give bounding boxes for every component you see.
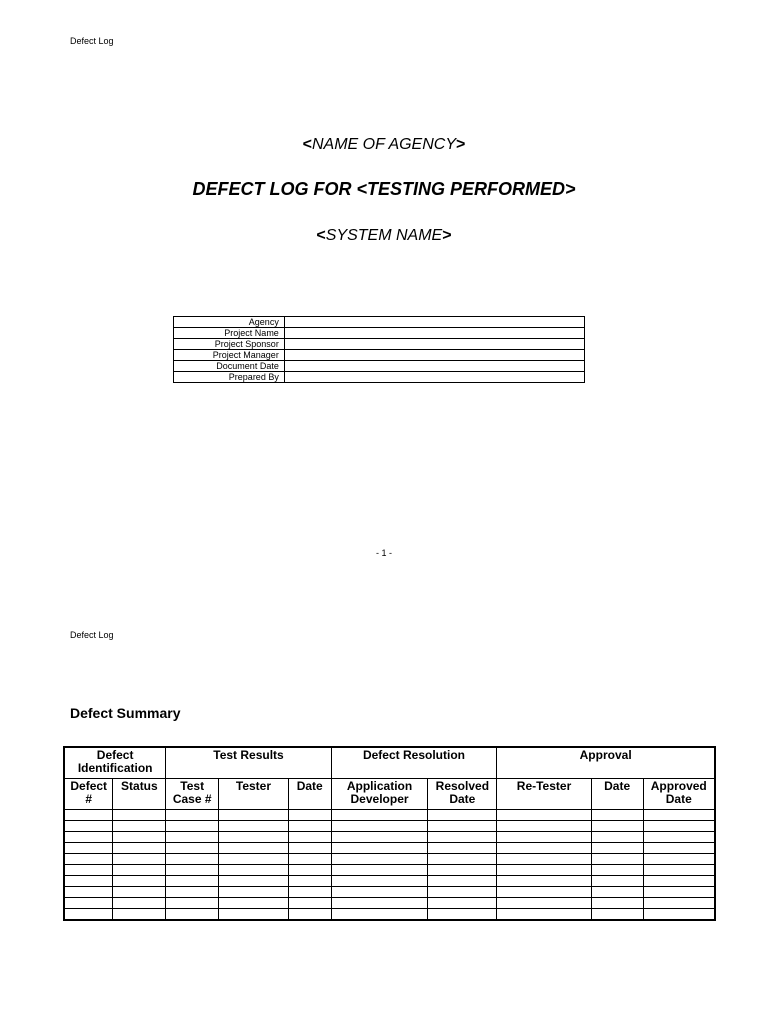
table-cell[interactable] (643, 898, 715, 909)
table-cell[interactable] (113, 843, 166, 854)
table-cell[interactable] (643, 821, 715, 832)
table-cell[interactable] (113, 865, 166, 876)
info-value[interactable] (284, 361, 584, 372)
column-header-status: Status (113, 779, 166, 810)
table-cell[interactable] (497, 821, 591, 832)
table-cell[interactable] (591, 854, 643, 865)
group-header-defect-identification: Defect Identification (64, 747, 166, 779)
table-cell[interactable] (166, 832, 219, 843)
table-cell[interactable] (64, 909, 113, 921)
info-label: Project Name (174, 328, 285, 339)
table-cell[interactable] (591, 810, 643, 821)
table-cell[interactable] (331, 876, 428, 887)
table-cell[interactable] (219, 909, 289, 921)
table-cell[interactable] (166, 854, 219, 865)
table-cell[interactable] (497, 909, 591, 921)
table-cell[interactable] (219, 832, 289, 843)
table-cell[interactable] (64, 810, 113, 821)
info-row (174, 339, 585, 350)
table-cell[interactable] (331, 909, 428, 921)
table-cell[interactable] (497, 843, 591, 854)
table-cell[interactable] (64, 843, 113, 854)
agency-name-heading: <NAME OF AGENCY> (302, 136, 466, 153)
table-cell[interactable] (166, 898, 219, 909)
table-cell[interactable] (591, 898, 643, 909)
table-cell[interactable] (64, 821, 113, 832)
table-cell[interactable] (288, 865, 331, 876)
table-row (64, 843, 715, 854)
page-header: Defect Log (70, 630, 114, 640)
info-row (174, 317, 585, 328)
table-cell[interactable] (331, 843, 428, 854)
table-cell[interactable] (288, 832, 331, 843)
column-header-test-date: Date (288, 779, 331, 810)
table-cell[interactable] (428, 854, 497, 865)
table-row (64, 810, 715, 821)
system-name-heading: <SYSTEM NAME> (316, 227, 452, 244)
column-header-test-case: Test Case # (166, 779, 219, 810)
info-label: Agency (174, 317, 285, 328)
table-cell[interactable] (166, 865, 219, 876)
section-title: Defect Summary (70, 705, 181, 721)
table-cell[interactable] (113, 898, 166, 909)
table-cell[interactable] (643, 865, 715, 876)
table-cell[interactable] (331, 854, 428, 865)
table-cell[interactable] (113, 909, 166, 921)
column-header-application-developer: Application Developer (331, 779, 428, 810)
table-cell[interactable] (591, 909, 643, 921)
column-header-re-tester: Re-Tester (497, 779, 591, 810)
column-header-approval-date: Date (591, 779, 643, 810)
table-cell[interactable] (331, 887, 428, 898)
info-label: Document Date (174, 361, 285, 372)
table-row (64, 898, 715, 909)
table-cell[interactable] (428, 909, 497, 921)
table-cell[interactable] (428, 865, 497, 876)
table-cell[interactable] (64, 876, 113, 887)
table-cell[interactable] (497, 810, 591, 821)
table-cell[interactable] (219, 854, 289, 865)
table-cell[interactable] (288, 887, 331, 898)
table-cell[interactable] (428, 821, 497, 832)
column-header-approved-date: Approved Date (643, 779, 715, 810)
table-cell[interactable] (64, 854, 113, 865)
column-header-defect-number: Defect # (64, 779, 113, 810)
table-cell[interactable] (166, 909, 219, 921)
column-header-resolved-date: Resolved Date (428, 779, 497, 810)
table-cell[interactable] (288, 854, 331, 865)
table-cell[interactable] (643, 887, 715, 898)
table-cell[interactable] (643, 876, 715, 887)
table-cell[interactable] (497, 832, 591, 843)
table-cell[interactable] (591, 821, 643, 832)
table-cell[interactable] (591, 832, 643, 843)
table-cell[interactable] (288, 876, 331, 887)
table-cell[interactable] (591, 843, 643, 854)
table-cell[interactable] (643, 854, 715, 865)
group-header-test-results: Test Results (166, 747, 331, 779)
table-cell[interactable] (643, 810, 715, 821)
table-cell[interactable] (113, 810, 166, 821)
group-header-approval: Approval (497, 747, 715, 779)
table-cell[interactable] (428, 898, 497, 909)
table-cell[interactable] (219, 887, 289, 898)
info-value[interactable] (284, 372, 584, 383)
group-header-defect-resolution: Defect Resolution (331, 747, 497, 779)
table-cell[interactable] (64, 887, 113, 898)
table-cell[interactable] (219, 810, 289, 821)
table-cell[interactable] (497, 887, 591, 898)
table-cell[interactable] (497, 865, 591, 876)
table-cell[interactable] (166, 810, 219, 821)
table-cell[interactable] (331, 898, 428, 909)
table-cell[interactable] (166, 876, 219, 887)
table-cell[interactable] (113, 832, 166, 843)
table-cell[interactable] (428, 843, 497, 854)
table-cell[interactable] (428, 810, 497, 821)
table-cell[interactable] (64, 832, 113, 843)
project-info-table (173, 316, 585, 383)
table-cell[interactable] (288, 843, 331, 854)
table-cell[interactable] (643, 832, 715, 843)
info-label: Prepared By (174, 372, 285, 383)
table-cell[interactable] (591, 887, 643, 898)
table-cell[interactable] (113, 876, 166, 887)
table-cell[interactable] (331, 865, 428, 876)
info-row (174, 361, 585, 372)
table-row (64, 909, 715, 921)
table-cell[interactable] (591, 876, 643, 887)
table-cell[interactable] (113, 821, 166, 832)
table-cell[interactable] (113, 887, 166, 898)
table-cell[interactable] (331, 821, 428, 832)
table-cell[interactable] (288, 821, 331, 832)
table-row (64, 865, 715, 876)
info-value[interactable] (284, 328, 584, 339)
table-cell[interactable] (219, 843, 289, 854)
table-cell[interactable] (219, 898, 289, 909)
info-label: Project Manager (174, 350, 285, 361)
table-cell[interactable] (428, 887, 497, 898)
table-cell[interactable] (219, 865, 289, 876)
column-header-tester: Tester (219, 779, 289, 810)
table-cell[interactable] (497, 876, 591, 887)
table-cell[interactable] (219, 876, 289, 887)
document-title: DEFECT LOG FOR <TESTING PERFORMED> (192, 179, 576, 199)
info-row (174, 372, 585, 383)
table-cell[interactable] (219, 821, 289, 832)
table-cell[interactable] (64, 865, 113, 876)
table-cell[interactable] (497, 854, 591, 865)
info-value[interactable] (284, 317, 584, 328)
table-cell[interactable] (166, 887, 219, 898)
table-cell[interactable] (428, 876, 497, 887)
page-header: Defect Log (70, 36, 114, 46)
table-cell[interactable] (591, 865, 643, 876)
table-cell[interactable] (497, 898, 591, 909)
info-value[interactable] (284, 350, 584, 361)
defect-summary-table (63, 746, 716, 921)
table-row (64, 821, 715, 832)
table-row (64, 832, 715, 843)
table-cell[interactable] (643, 843, 715, 854)
defect-table-body (64, 810, 715, 921)
table-row (64, 887, 715, 898)
info-row (174, 328, 585, 339)
table-cell[interactable] (288, 909, 331, 921)
table-row (64, 876, 715, 887)
table-cell[interactable] (643, 909, 715, 921)
table-cell[interactable] (428, 832, 497, 843)
table-cell[interactable] (64, 898, 113, 909)
table-cell[interactable] (331, 810, 428, 821)
info-row (174, 350, 585, 361)
table-cell[interactable] (288, 898, 331, 909)
table-row (64, 854, 715, 865)
table-cell[interactable] (166, 821, 219, 832)
info-label: Project Sponsor (174, 339, 285, 350)
table-cell[interactable] (331, 832, 428, 843)
table-cell[interactable] (113, 854, 166, 865)
page-number: - 1 - (375, 548, 392, 558)
table-cell[interactable] (288, 810, 331, 821)
info-value[interactable] (284, 339, 584, 350)
table-cell[interactable] (166, 843, 219, 854)
